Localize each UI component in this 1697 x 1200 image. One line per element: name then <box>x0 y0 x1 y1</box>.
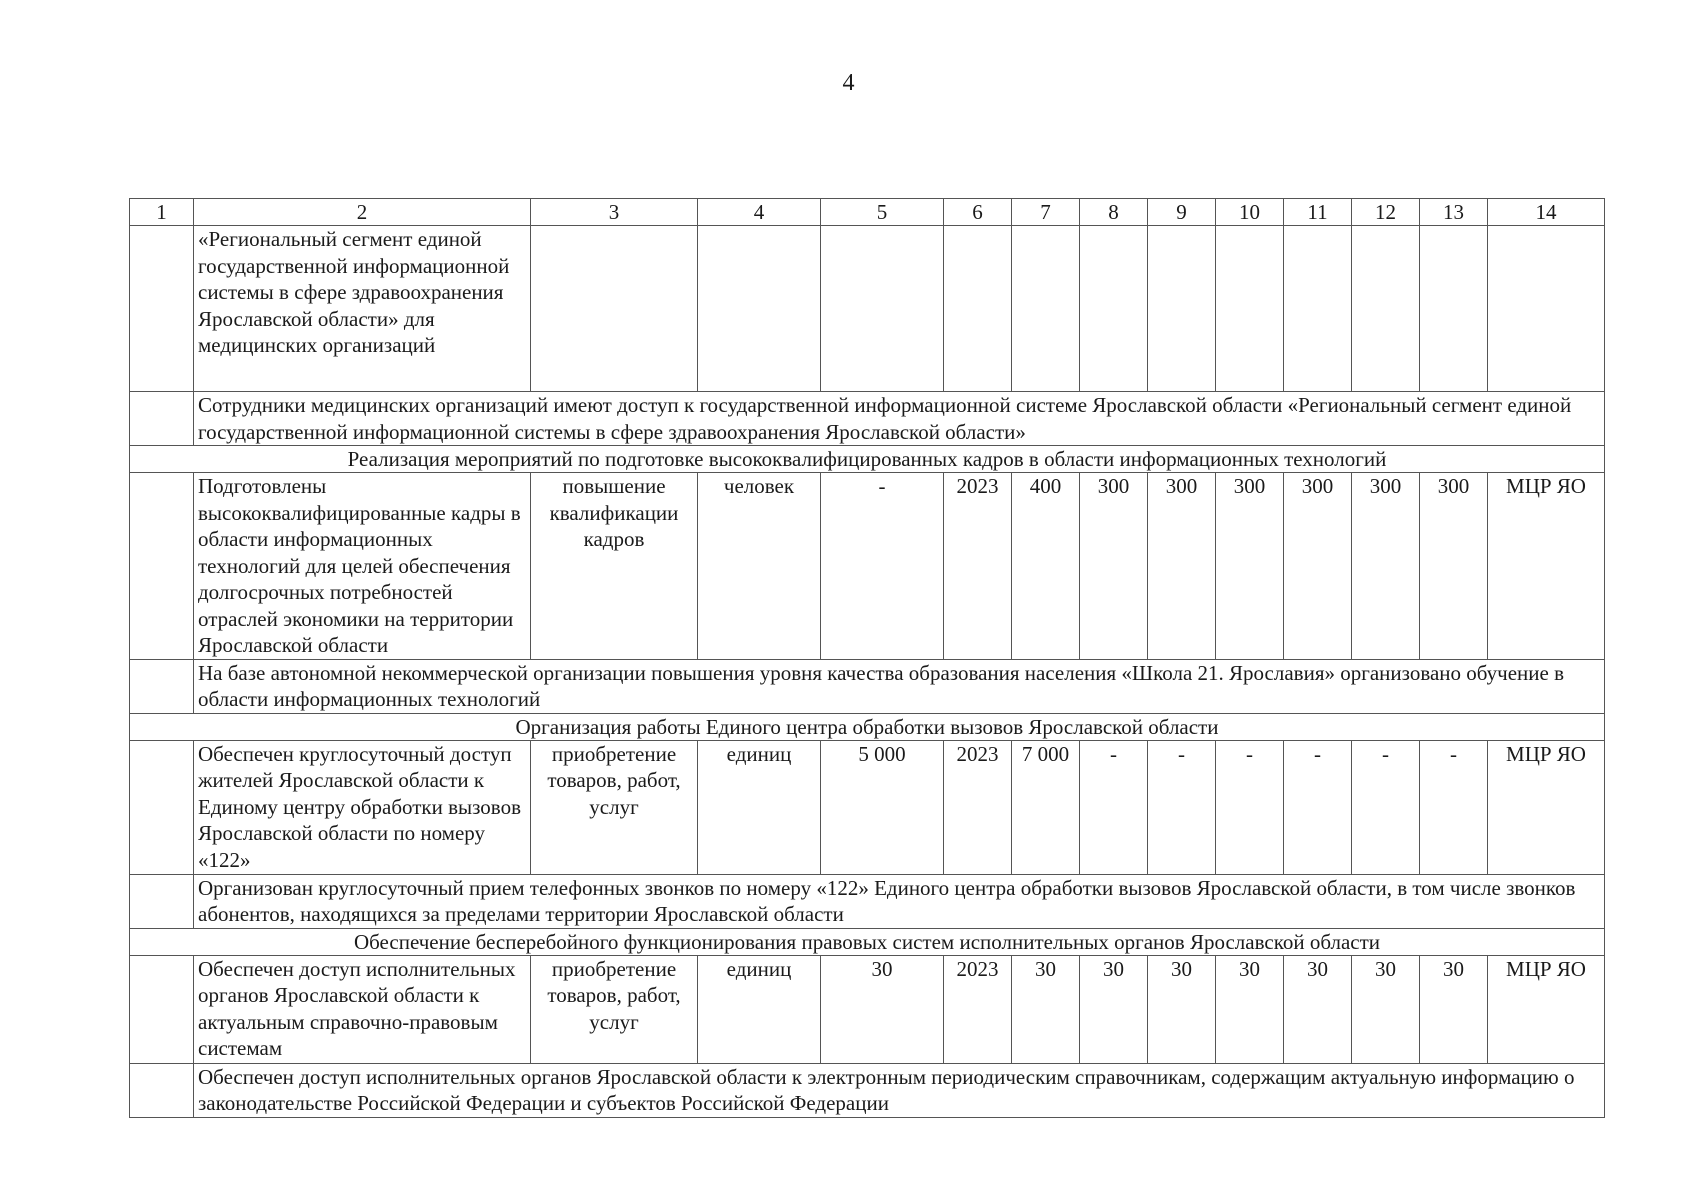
col-header-4: 4 <box>698 199 821 226</box>
table-row <box>130 226 1605 392</box>
responsible-cell: МЦР ЯО <box>1488 740 1605 874</box>
value-cell: - <box>1284 740 1352 874</box>
base-year-cell: 2023 <box>944 740 1012 874</box>
base-value-cell <box>821 226 944 392</box>
unit-cell: единиц <box>698 740 821 874</box>
note-row <box>130 874 1605 928</box>
value-cell: 7 000 <box>1012 740 1080 874</box>
responsible-cell <box>1488 226 1605 392</box>
value-cell: - <box>1352 740 1420 874</box>
value-cell: 30 <box>1080 955 1148 1063</box>
col-header-7: 7 <box>1012 199 1080 226</box>
value-cell: 400 <box>1012 473 1080 660</box>
value-cell: - <box>1420 740 1488 874</box>
row-number-cell <box>130 874 194 928</box>
table-row <box>130 955 1605 1063</box>
row-number-cell <box>130 226 194 392</box>
row-number-cell <box>130 473 194 660</box>
value-cell: 30 <box>1352 955 1420 1063</box>
unit-cell: единиц <box>698 955 821 1063</box>
responsible-cell: МЦР ЯО <box>1488 473 1605 660</box>
value-cell: 30 <box>1284 955 1352 1063</box>
value-cell: 300 <box>1216 473 1284 660</box>
row-number-cell <box>130 955 194 1063</box>
value-cell: - <box>1080 740 1148 874</box>
col-header-12: 12 <box>1352 199 1420 226</box>
section-title: Обеспечение бесперебойного функционирования правовых систем исполнительных органов Ярославской области <box>130 928 1605 955</box>
value-cell <box>1216 226 1284 392</box>
value-cell: 300 <box>1284 473 1352 660</box>
value-cell: - <box>1216 740 1284 874</box>
value-cell: 300 <box>1148 473 1216 660</box>
responsible-cell: МЦР ЯО <box>1488 955 1605 1063</box>
col-header-13: 13 <box>1420 199 1488 226</box>
row-number-cell <box>130 740 194 874</box>
value-cell <box>1080 226 1148 392</box>
base-year-cell: 2023 <box>944 955 1012 1063</box>
type-cell: повышение квалификации кадров <box>531 473 698 660</box>
section-row <box>130 928 1605 955</box>
col-header-8: 8 <box>1080 199 1148 226</box>
note-cell: Сотрудники медицинских организаций имеют доступ к государственной информационной системе Ярославской области «Региональный сегмент единой государственной информационной системы в сфере здравоохранения Ярославской области» <box>194 392 1605 446</box>
col-header-1: 1 <box>130 199 194 226</box>
page-number: 4 <box>842 70 855 96</box>
type-cell: приобретение товаров, работ, услуг <box>531 740 698 874</box>
result-cell: Обеспечен доступ исполнительных органов Ярославской области к актуальным справочно-правовым системам <box>194 955 531 1063</box>
base-year-cell: 2023 <box>944 473 1012 660</box>
col-header-3: 3 <box>531 199 698 226</box>
section-title: Реализация мероприятий по подготовке высококвалифицированных кадров в области информационных технологий <box>130 446 1605 473</box>
value-cell: 30 <box>1420 955 1488 1063</box>
result-cell: «Региональный сегмент единой государственной информационной системы в сфере здравоохранения Ярославской области» для медицинских организаций <box>194 226 531 392</box>
value-cell: 30 <box>1012 955 1080 1063</box>
note-row <box>130 659 1605 713</box>
table-row <box>130 740 1605 874</box>
col-header-2: 2 <box>194 199 531 226</box>
result-cell: Обеспечен круглосуточный доступ жителей Ярославской области к Единому центру обработки вызовов Ярославской области по номеру «122» <box>194 740 531 874</box>
note-cell: Обеспечен доступ исполнительных органов Ярославской области к электронным периодическим справочникам, содержащим актуальную информацию о законодательстве Российской Федерации и субъектов Российской Федерации <box>194 1063 1605 1117</box>
col-header-11: 11 <box>1284 199 1352 226</box>
note-cell: Организован круглосуточный прием телефонных звонков по номеру «122» Единого центра обработки вызовов Ярославской области, в том числе звонков абонентов, находящихся за пределами территории Ярославской области <box>194 874 1605 928</box>
note-row <box>130 392 1605 446</box>
unit-cell <box>698 226 821 392</box>
value-cell: 300 <box>1352 473 1420 660</box>
value-cell: 300 <box>1420 473 1488 660</box>
value-cell <box>1284 226 1352 392</box>
base-value-cell: - <box>821 473 944 660</box>
header-row <box>130 199 1605 226</box>
section-row <box>130 446 1605 473</box>
value-cell <box>1420 226 1488 392</box>
col-header-14: 14 <box>1488 199 1605 226</box>
col-header-10: 10 <box>1216 199 1284 226</box>
base-value-cell: 30 <box>821 955 944 1063</box>
type-cell: приобретение товаров, работ, услуг <box>531 955 698 1063</box>
value-cell: 300 <box>1080 473 1148 660</box>
results-table <box>129 198 1605 1118</box>
result-cell: Подготовлены высококвалифицированные кадры в области информационных технологий для целей обеспечения долгосрочных потребностей отраслей экономики на территории Ярославской области <box>194 473 531 660</box>
col-header-6: 6 <box>944 199 1012 226</box>
col-header-5: 5 <box>821 199 944 226</box>
type-cell <box>531 226 698 392</box>
value-cell <box>1148 226 1216 392</box>
section-row <box>130 713 1605 740</box>
base-year-cell <box>944 226 1012 392</box>
row-number-cell <box>130 1063 194 1117</box>
unit-cell: человек <box>698 473 821 660</box>
value-cell <box>1352 226 1420 392</box>
value-cell <box>1012 226 1080 392</box>
base-value-cell: 5 000 <box>821 740 944 874</box>
value-cell: 30 <box>1148 955 1216 1063</box>
note-row <box>130 1063 1605 1117</box>
value-cell: - <box>1148 740 1216 874</box>
row-number-cell <box>130 392 194 446</box>
col-header-9: 9 <box>1148 199 1216 226</box>
note-cell: На базе автономной некоммерческой организации повышения уровня качества образования населения «Школа 21. Ярославия» организовано обучение в области информационных технологий <box>194 659 1605 713</box>
row-number-cell <box>130 659 194 713</box>
value-cell: 30 <box>1216 955 1284 1063</box>
table-row <box>130 473 1605 660</box>
section-title: Организация работы Единого центра обработки вызовов Ярославской области <box>130 713 1605 740</box>
